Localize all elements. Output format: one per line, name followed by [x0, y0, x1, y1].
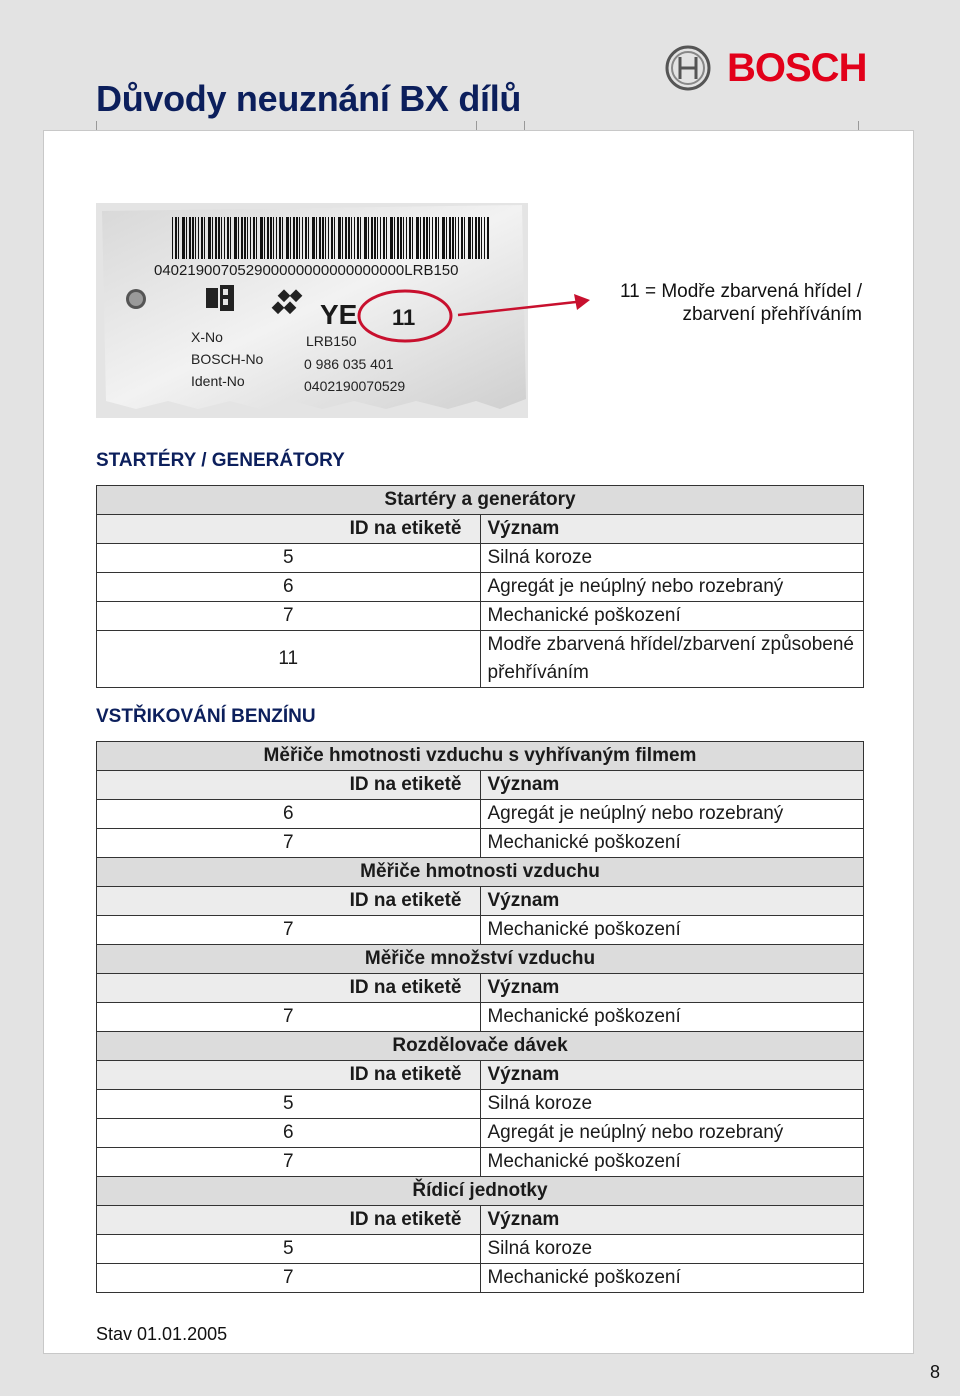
row-text: Agregát je neúplný nebo rozebraný: [480, 800, 864, 829]
table-row: [97, 631, 864, 688]
chip-icon: [206, 285, 234, 311]
row-id: 7: [97, 1264, 481, 1293]
row-id: 5: [97, 544, 481, 573]
row-id: 6: [97, 800, 481, 829]
table-row: [97, 602, 864, 631]
label-field-bosch-no: BOSCH-No: [191, 351, 264, 367]
row-id: 7: [97, 1148, 481, 1177]
table-row: [97, 544, 864, 573]
group-title: Měřiče hmotnosti vzduchu: [97, 858, 864, 887]
label-field-ident-no: Ident-No: [191, 373, 245, 389]
arrow-icon: [440, 285, 600, 335]
row-id: 7: [97, 602, 481, 631]
bosch-logo: [665, 44, 866, 92]
label-annotation: [580, 280, 862, 326]
column-header-id: ID na etiketě: [97, 974, 481, 1003]
column-header-id: ID na etiketě: [97, 515, 481, 544]
column-header-id: ID na etiketě: [97, 1206, 481, 1235]
row-id: 7: [97, 916, 481, 945]
table-row: [97, 800, 864, 829]
row-id: 7: [97, 829, 481, 858]
column-header-meaning: Význam: [480, 771, 864, 800]
table-title: Startéry a generátory: [97, 486, 864, 515]
column-header-meaning: Význam: [480, 974, 864, 1003]
group-title: Řídicí jednotky: [97, 1177, 864, 1206]
label-code: YE: [320, 299, 358, 330]
rule-tick: [96, 121, 97, 130]
label-highlight-value: 11: [392, 305, 416, 330]
row-id: 5: [97, 1090, 481, 1119]
column-header-meaning: Význam: [480, 1206, 864, 1235]
row-id: 5: [97, 1235, 481, 1264]
annotation-line-1: 11 = Modře zbarvená hřídel /: [619, 281, 862, 302]
row-text: Agregát je neúplný nebo rozebraný: [480, 573, 864, 602]
row-id: 6: [97, 1119, 481, 1148]
row-text: Mechanické poškození: [480, 1264, 864, 1293]
column-header-meaning: Význam: [480, 887, 864, 916]
column-header-id: ID na etiketě: [97, 1061, 481, 1090]
group-title: Měřiče hmotnosti vzduchu s vyhřívaným filmem: [97, 742, 864, 771]
section-title-injection: VSTŘIKOVÁNÍ BENZÍNU: [96, 706, 316, 727]
injection-table: [96, 741, 864, 1293]
row-text: Mechanické poškození: [480, 602, 864, 631]
rule-tick: [476, 121, 477, 130]
column-header-id: ID na etiketě: [97, 771, 481, 800]
row-text: Mechanické poškození: [480, 829, 864, 858]
row-text: Silná koroze: [480, 1235, 864, 1264]
starters-table: [96, 485, 864, 688]
row-text: Mechanické poškození: [480, 1148, 864, 1177]
table-row: [97, 1235, 864, 1264]
label-value-ident-no: 0402190070529: [304, 378, 406, 394]
brand-name: BOSCH: [727, 45, 867, 90]
column-header-meaning: Význam: [480, 1061, 864, 1090]
row-id: 6: [97, 573, 481, 602]
table-row: [97, 829, 864, 858]
annotation-line-2: zbarvení přehříváním: [682, 304, 862, 325]
section-title-starters: STARTÉRY / GENERÁTORY: [96, 450, 345, 471]
barcode-number: 040219007052900000000000000000LRB150: [154, 262, 459, 279]
table-row: [97, 1264, 864, 1293]
table-row: [97, 1090, 864, 1119]
row-text: Agregát je neúplný nebo rozebraný: [480, 1119, 864, 1148]
column-header-id: ID na etiketě: [97, 887, 481, 916]
table-row: [97, 1003, 864, 1032]
table-row: [97, 573, 864, 602]
label-value-bosch-no: 0 986 035 401: [304, 356, 394, 372]
rule-tick: [524, 121, 525, 130]
row-text: Silná koroze: [480, 1090, 864, 1119]
group-title: Měřiče množství vzduchu: [97, 945, 864, 974]
row-text: Mechanické poškození: [480, 916, 864, 945]
page-title: Důvody neuznání BX dílů: [96, 78, 522, 119]
rule-tick: [858, 121, 859, 130]
label-value-xno: LRB150: [306, 333, 357, 349]
row-id: 11: [97, 631, 481, 688]
row-text: Modře zbarvená hřídel/zbarvení způsobené přehříváním: [480, 631, 864, 688]
row-id: 7: [97, 1003, 481, 1032]
column-header-meaning: Význam: [480, 515, 864, 544]
label-field-xno: X-No: [191, 329, 223, 345]
table-row: [97, 1119, 864, 1148]
footer-date: Stav 01.01.2005: [96, 1324, 228, 1344]
page-number: 8: [930, 1362, 941, 1382]
table-row: [97, 916, 864, 945]
row-text: Silná koroze: [480, 544, 864, 573]
group-title: Rozdělovače dávek: [97, 1032, 864, 1061]
row-text: Mechanické poškození: [480, 1003, 864, 1032]
bosch-armature-icon: [665, 45, 711, 91]
table-row: [97, 1148, 864, 1177]
